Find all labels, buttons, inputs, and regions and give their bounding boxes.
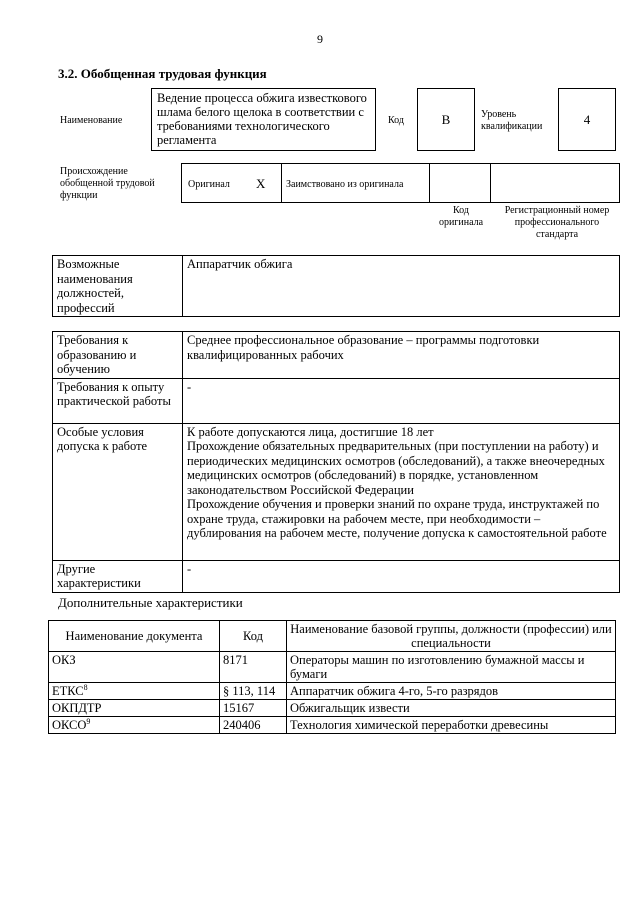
additional-title: Дополнительные характеристики: [58, 595, 243, 610]
origin-divider-1: [281, 164, 282, 202]
origin-label: Происхождение обобщенной трудовой функции: [60, 166, 155, 201]
positions-label: Возможные наименования должностей, профессий: [53, 256, 183, 317]
req-line: Прохождение обучения и проверки знаний по охране труда, инструктажей по охране труда, стажировки на рабочем месте, при необходимости – дублирования на рабочем месте, получение допуска к самостоятельной работе: [187, 497, 607, 540]
header-code: Код: [220, 621, 287, 652]
req-row-education: [53, 332, 620, 379]
req-line: К работе допускаются лица, достигшие 18 лет: [187, 424, 434, 439]
code-original-caption: Код оригинала: [438, 205, 484, 228]
original-label: Оригинал: [188, 179, 230, 190]
header-name: Наименование базовой группы, должности (профессии) или специальности: [287, 621, 616, 652]
positions-value: Аппаратчик обжига: [183, 256, 620, 317]
req-line: Прохождение обязательных предварительных (при поступлении на работу) и периодических медицинских осмотров (обследований), а также внеочередных медицинских осмотров (обследований) в порядке, установленном законодательством Российской Федерации: [187, 439, 605, 497]
section-title: 3.2. Обобщенная трудовая функция: [58, 66, 267, 81]
additional-table: [48, 620, 616, 734]
req-label-conditions: Особые условия допуска к работе: [53, 423, 183, 560]
origin-box: [181, 163, 620, 203]
page-number: 9: [317, 32, 323, 46]
req-row-other: [53, 560, 620, 592]
row-code: 15167: [220, 700, 287, 717]
req-value-education: [183, 332, 620, 379]
name-value: Ведение процесса обжига известкового шлама белого щелока в соответствии с требованиями технологического регламента: [157, 91, 367, 147]
row-name: Аппаратчик обжига 4-го, 5-го разрядов: [287, 683, 616, 700]
code-value-box: [417, 88, 475, 151]
positions-table: [52, 255, 620, 317]
table-row: [49, 717, 616, 734]
row-name: Операторы машин по изготовлению бумажной массы и бумаги: [287, 652, 616, 683]
positions-row: [53, 256, 620, 317]
row-code: 240406: [220, 717, 287, 734]
code-label: Код: [388, 115, 404, 126]
additional-header-row: [49, 621, 616, 652]
requirements-table: [52, 331, 620, 593]
req-line: -: [187, 561, 192, 576]
header-doc: Наименование документа: [49, 621, 220, 652]
code-value: В: [441, 111, 451, 127]
name-label: Наименование: [60, 115, 123, 126]
req-label-education: Требования к образованию и обучению: [53, 332, 183, 379]
row-doc-cell: [49, 683, 220, 700]
origin-divider-3: [490, 164, 491, 202]
name-value-box: [151, 88, 376, 151]
row-name: Технология химической переработки древесины: [287, 717, 616, 734]
row-doc: ОКСО: [52, 718, 87, 732]
req-value-conditions: [183, 423, 620, 560]
table-row: [49, 683, 616, 700]
footnote-ref[interactable]: 8: [83, 682, 88, 692]
level-value: 4: [583, 111, 591, 127]
borrowed-label: Заимствовано из оригинала: [286, 179, 404, 190]
req-row-experience: [53, 378, 620, 423]
row-name: Обжигальщик извести: [287, 700, 616, 717]
row-doc: ЕТКС: [52, 684, 84, 698]
req-label-other: Другие характеристики: [53, 560, 183, 592]
row-doc-cell: [49, 717, 220, 734]
table-row: [49, 700, 616, 717]
level-value-box: [558, 88, 616, 151]
original-mark: X: [256, 176, 266, 191]
row-code: 8171: [220, 652, 287, 683]
reg-number-caption: Регистрационный номер профессионального стандарта: [504, 205, 610, 240]
origin-divider-2: [429, 164, 430, 202]
level-label: Уровень квалификации: [481, 109, 543, 132]
req-value-other: [183, 560, 620, 592]
row-doc: ОКЗ: [49, 652, 220, 683]
req-line: Среднее профессиональное образование – программы подготовки квалифицированных рабочих: [187, 333, 540, 362]
req-label-experience: Требования к опыту практической работы: [53, 378, 183, 423]
req-row-conditions: [53, 423, 620, 560]
req-line: -: [187, 379, 192, 394]
row-code: § 113, 114: [220, 683, 287, 700]
req-value-experience: [183, 378, 620, 423]
table-row: [49, 652, 616, 683]
footnote-ref[interactable]: 9: [86, 716, 91, 726]
row-doc: ОКПДТР: [49, 700, 220, 717]
